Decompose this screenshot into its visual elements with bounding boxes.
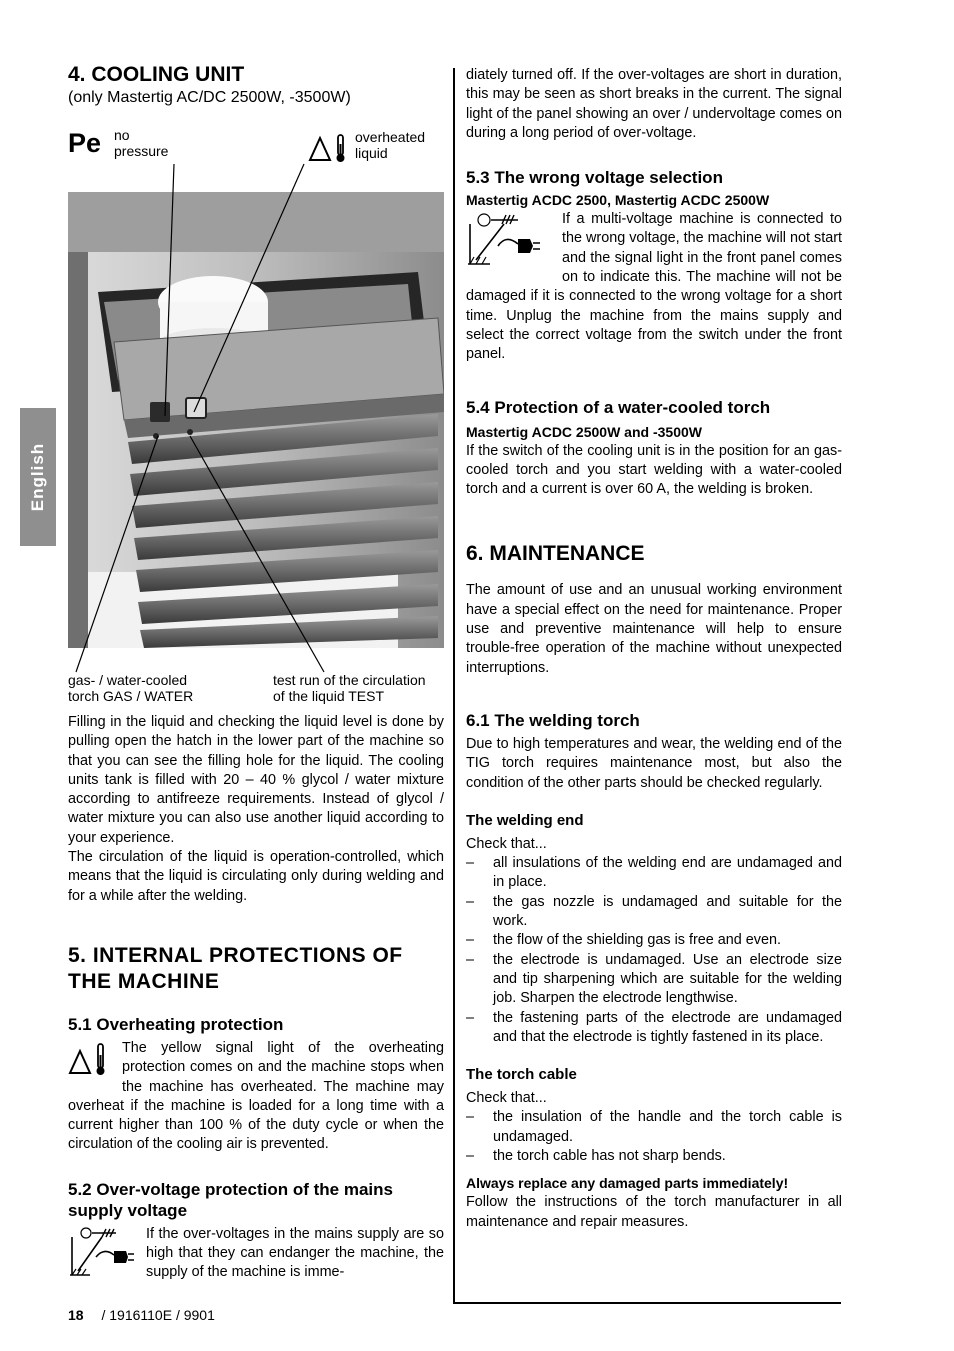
language-tab-label: English bbox=[28, 442, 47, 512]
mains-plug-icon bbox=[68, 1227, 136, 1279]
list-item: – the insulation of the handle and the torch cable is undamaged. bbox=[466, 1108, 842, 1147]
section-5-3-models: Mastertig ACDC 2500, Mastertig ACDC 2500W bbox=[466, 192, 770, 209]
section-4-subtitle: (only Mastertig AC/DC 2500W, -3500W) bbox=[68, 89, 351, 106]
list-item: – the fastening parts of the electrode are undamaged and that the electrode is tightly fastened in its place. bbox=[466, 1009, 842, 1048]
mains-plug-icon bbox=[466, 212, 548, 270]
section-6-1-text: Due to high temperatures and wear, the welding end of the TIG torch requires maintenance most, but also the condition of the other parts should be checked regularly. bbox=[466, 735, 842, 791]
welding-end-check: Check that... bbox=[466, 835, 547, 852]
pe-symbol: Pe bbox=[68, 128, 102, 158]
language-tab bbox=[20, 408, 56, 546]
section-5-1-text: The yellow signal light of the overheating protection comes on and the machine stops when the machine has overheated. The machine may overheat if the machine is loaded for a long time with a current higher than 100 % of the duty cycle or when the circulation of the cooling air is prevented. bbox=[68, 1039, 444, 1153]
torch-cable-title: The torch cable bbox=[466, 1066, 577, 1084]
section-5-1-block bbox=[68, 1039, 444, 1155]
section-5-3-block bbox=[466, 210, 842, 364]
list-item: – the gas nozzle is undamaged and suitable for the work. bbox=[466, 893, 842, 932]
right-column bbox=[466, 66, 842, 1232]
section-5-2-text-left: If the over-voltages in the mains supply are so high that they can endanger the machine, the supply of the machine is imme- bbox=[146, 1225, 444, 1281]
section-6-1-title: 6.1 The welding torch bbox=[466, 710, 640, 730]
section-5-2-title: 5.2 Over-voltage protection of the mains supply voltage bbox=[68, 1179, 393, 1220]
torch-cable-check: Check that... bbox=[466, 1090, 547, 1107]
pe-label: no pressure bbox=[114, 127, 169, 159]
section-5-title: 5. INTERNAL PROTECTIONS OF THE MACHINE bbox=[68, 943, 403, 993]
replace-instructions: Follow the instructions of the torch manufacturer in all maintenance and repair measures. bbox=[466, 1194, 842, 1230]
section-5-4-text: If the switch of the cooling unit is in the position for an gas-cooled torch and you start welding with a water-cooled torch and a current is over 60 A, the welding is broken. bbox=[466, 442, 842, 498]
torch-cable-list bbox=[466, 1108, 842, 1166]
section-4-title: 4. COOLING UNIT bbox=[68, 63, 245, 86]
section-5-2-block bbox=[68, 1225, 444, 1283]
section-4-body bbox=[68, 713, 444, 1283]
section-5-2-text-continued: diately turned off. If the over-voltages are short in duration, this may be seen as short breaks in the current. The signal light of the panel showing an over / undervoltage comes on during a long period of over-voltage. bbox=[466, 67, 842, 141]
list-item: – all insulations of the welding end are undamaged and in place. bbox=[466, 854, 842, 893]
section-5-4-title: 5.4 Protection of a water-cooled torch bbox=[466, 397, 771, 417]
left-column bbox=[68, 62, 444, 108]
document-code: / 1916110E / 9901 bbox=[101, 1307, 215, 1323]
bottom-rule bbox=[453, 1302, 841, 1304]
page-footer bbox=[68, 1306, 215, 1324]
caption-test-run: test run of the circulation of the liquid TEST bbox=[273, 672, 426, 704]
replace-warning: Always replace any damaged parts immediately! bbox=[466, 1175, 789, 1192]
section-5-4-models: Mastertig ACDC 2500W and -3500W bbox=[466, 423, 702, 440]
section-4-para2: The circulation of the liquid is operation-controlled, which means that the liquid is circulating only during welding and for a while after the welding. bbox=[68, 849, 444, 904]
overheated-label: overheated liquid bbox=[355, 129, 426, 161]
list-item: – the electrode is undamaged. Use an electrode size and tip sharpening which are suitable for the welding job. Sharpen the electrode lengthwise. bbox=[466, 951, 842, 1009]
caption-gas-water: gas- / water-cooled torch GAS / WATER bbox=[68, 672, 194, 704]
warning-thermometer-icon bbox=[68, 1041, 112, 1079]
column-divider bbox=[453, 68, 455, 1304]
page-number: 18 bbox=[68, 1307, 84, 1323]
welding-end-title: The welding end bbox=[466, 811, 584, 829]
warning-thermometer-icon bbox=[308, 132, 352, 164]
section-4-para1: Filling in the liquid and checking the liquid level is done by pulling open the hatch in the lower part of the machine so that you can see the filling hole for the liquid. The cooling units tank is filled with 20 – 40 % glycol / water mixture according to antifreeze requirements. Instead of glycol / water mixture you can also use another liquid according to your experience. bbox=[68, 714, 444, 846]
section-5-3-text: If a multi-voltage machine is connected to the wrong voltage, the machine will not start and the signal light in the front panel comes on to indicate this. The machine will not be damaged if it is connected to the wrong voltage for a short time. Unplug the machine from the mains supply and select the correct voltage from the switch under the front panel. bbox=[466, 211, 842, 363]
section-5-1-title: 5.1 Overheating protection bbox=[68, 1014, 284, 1034]
section-6-intro: The amount of use and an unusual working environment have a special effect on the need for maintenance. Proper use and preventive maintenance will help to ensure trouble-free operation of the machine without unexpected interruptions. bbox=[466, 582, 842, 676]
list-item: – the torch cable has not sharp bends. bbox=[466, 1147, 842, 1166]
list-item: – the flow of the shielding gas is free and even. bbox=[466, 931, 842, 950]
section-5-3-title: 5.3 The wrong voltage selection bbox=[466, 168, 723, 188]
welding-end-list bbox=[466, 854, 842, 1047]
section-6-title: 6. MAINTENANCE bbox=[466, 542, 645, 566]
cooling-unit-photo bbox=[68, 192, 444, 648]
